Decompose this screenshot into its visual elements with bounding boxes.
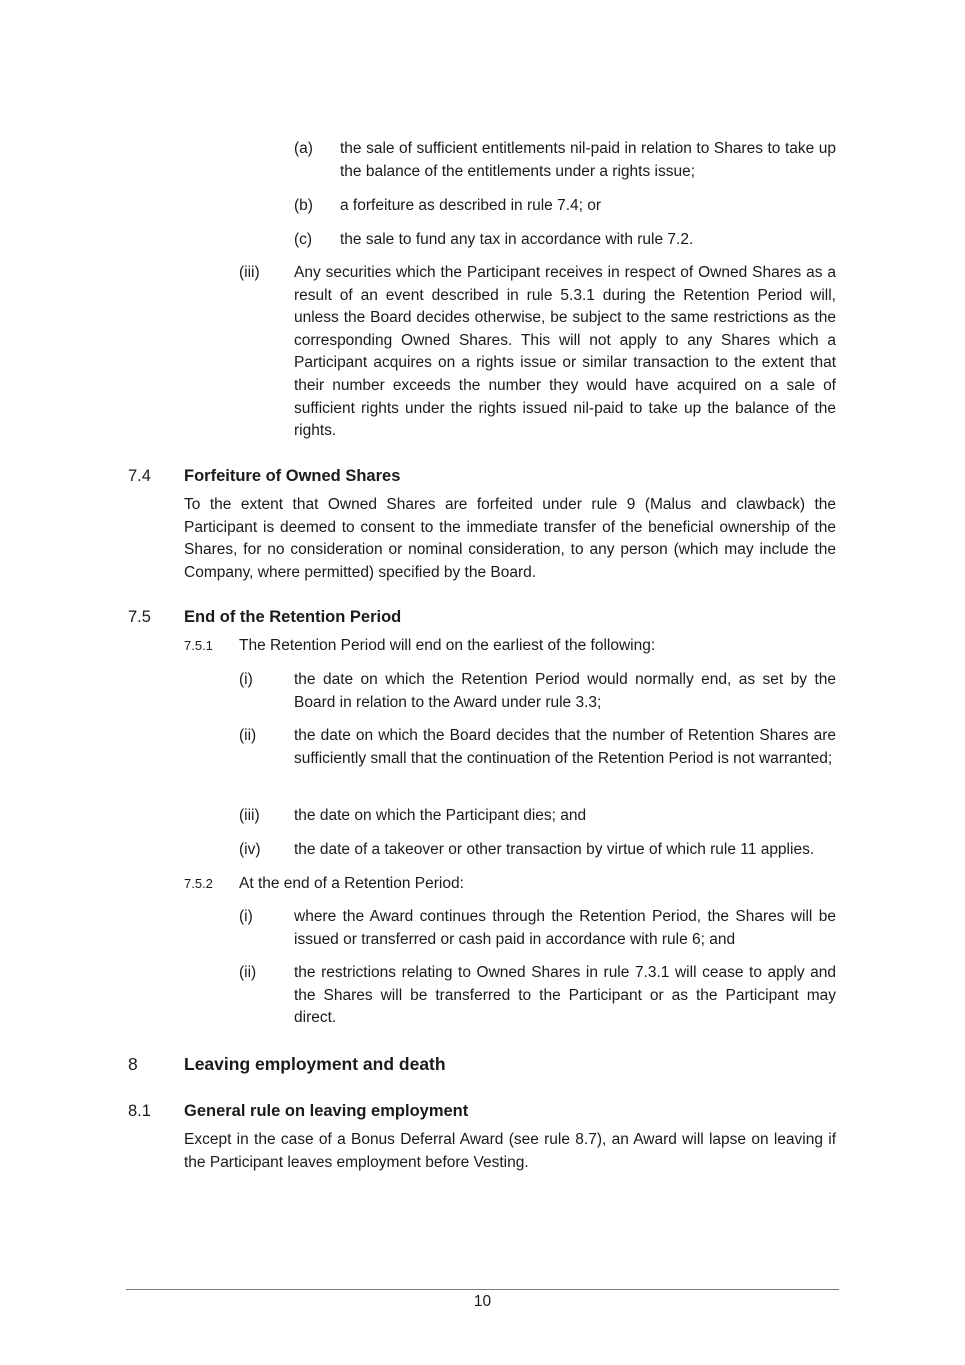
item-label: (i) — [239, 908, 253, 925]
list-item — [294, 229, 836, 252]
item-text: the date of a takeover or other transaction by virtue of which rule 11 applies. — [294, 841, 815, 858]
section-number: 7.5 — [128, 608, 151, 626]
section-title: End of the Retention Period — [184, 608, 402, 626]
item-label: (c) — [294, 231, 313, 248]
item-label: (iii) — [239, 807, 260, 824]
section-number: 8.1 — [128, 1102, 151, 1120]
list-item — [239, 725, 836, 770]
item-label: (iii) — [239, 264, 260, 281]
section-body: To the extent that Owned Shares are forfeited under rule 9 (Malus and clawback) the Participant is deemed to consent to the immediate transfer of the beneficial ownership of the Shares, for no consideration or nominal consideration, to any person (which may include the Company, where permitted) specified by the Board. — [184, 496, 836, 581]
item-text: Any securities which the Participant receives in respect of Owned Shares as a result of an event described in rule 5.3.1 during the Retention Period will, unless the Board decides otherwise, be subject to the same restrictions as the corresponding Owned Shares. This will not apply to any Shares which a Participant acquires on a rights issue or similar transaction to the extent that their number exceeds the number they would have acquired on a sale of sufficient rights under the rights issued nil-paid to take up the balance of the rights. — [294, 264, 836, 440]
list-item — [239, 962, 836, 1030]
item-text: the date on which the Board decides that the number of Retention Shares are sufficiently small that the continuation of the Retention Period is not warranted; — [294, 727, 836, 767]
item-text: where the Award continues through the Retention Period, the Shares will be issued or transferred or cash paid in accordance with rule 6; and — [294, 908, 836, 948]
item-text: the sale of sufficient entitlements nil-paid in relation to Shares to take up the balance of the entitlements under a rights issue; — [340, 140, 836, 180]
item-text: a forfeiture as described in rule 7.4; or — [340, 197, 602, 214]
section-number: 7.4 — [128, 467, 151, 485]
clause-number: 7.5.1 — [184, 638, 213, 653]
item-label: (iv) — [239, 841, 261, 858]
section-number: 8 — [128, 1054, 138, 1074]
clause-number: 7.5.2 — [184, 876, 213, 891]
section-heading — [128, 1053, 836, 1076]
list-item — [239, 906, 836, 951]
paragraph — [184, 1129, 836, 1174]
list-item — [294, 195, 836, 218]
section-title: General rule on leaving employment — [184, 1102, 469, 1120]
item-text: the restrictions relating to Owned Shares in rule 7.3.1 will cease to apply and the Shares will be transferred to the Participant or as the Participant may direct. — [294, 964, 836, 1027]
clause-text: The Retention Period will end on the earliest of the following: — [239, 637, 656, 654]
section-title: Forfeiture of Owned Shares — [184, 467, 401, 485]
section-body: Except in the case of a Bonus Deferral Award (see rule 8.7), an Award will lapse on leaving if the Participant leaves employment before Vesting. — [184, 1131, 836, 1171]
item-text: the sale to fund any tax in accordance with rule 7.2. — [340, 231, 694, 248]
page-number: 10 — [473, 1293, 492, 1310]
clause — [184, 635, 836, 658]
list-item — [239, 262, 836, 443]
item-text: the date on which the Participant dies; and — [294, 807, 587, 824]
item-text: the date on which the Retention Period would normally end, as set by the Board in relation to the Award under rule 3.3; — [294, 671, 836, 711]
footer-divider — [126, 1289, 839, 1290]
item-label: (ii) — [239, 964, 257, 981]
item-label: (b) — [294, 197, 313, 214]
section-title: Leaving employment and death — [184, 1054, 446, 1074]
list-item — [239, 839, 836, 862]
list-item — [294, 138, 836, 183]
item-label: (ii) — [239, 727, 257, 744]
section-heading — [128, 465, 836, 488]
item-label: (i) — [239, 671, 253, 688]
list-item — [239, 669, 836, 714]
clause-text: At the end of a Retention Period: — [239, 875, 464, 892]
clause — [184, 873, 836, 896]
section-heading — [128, 1100, 836, 1123]
section-heading — [128, 606, 836, 629]
paragraph — [184, 494, 836, 584]
item-label: (a) — [294, 140, 313, 157]
list-item — [239, 805, 836, 828]
